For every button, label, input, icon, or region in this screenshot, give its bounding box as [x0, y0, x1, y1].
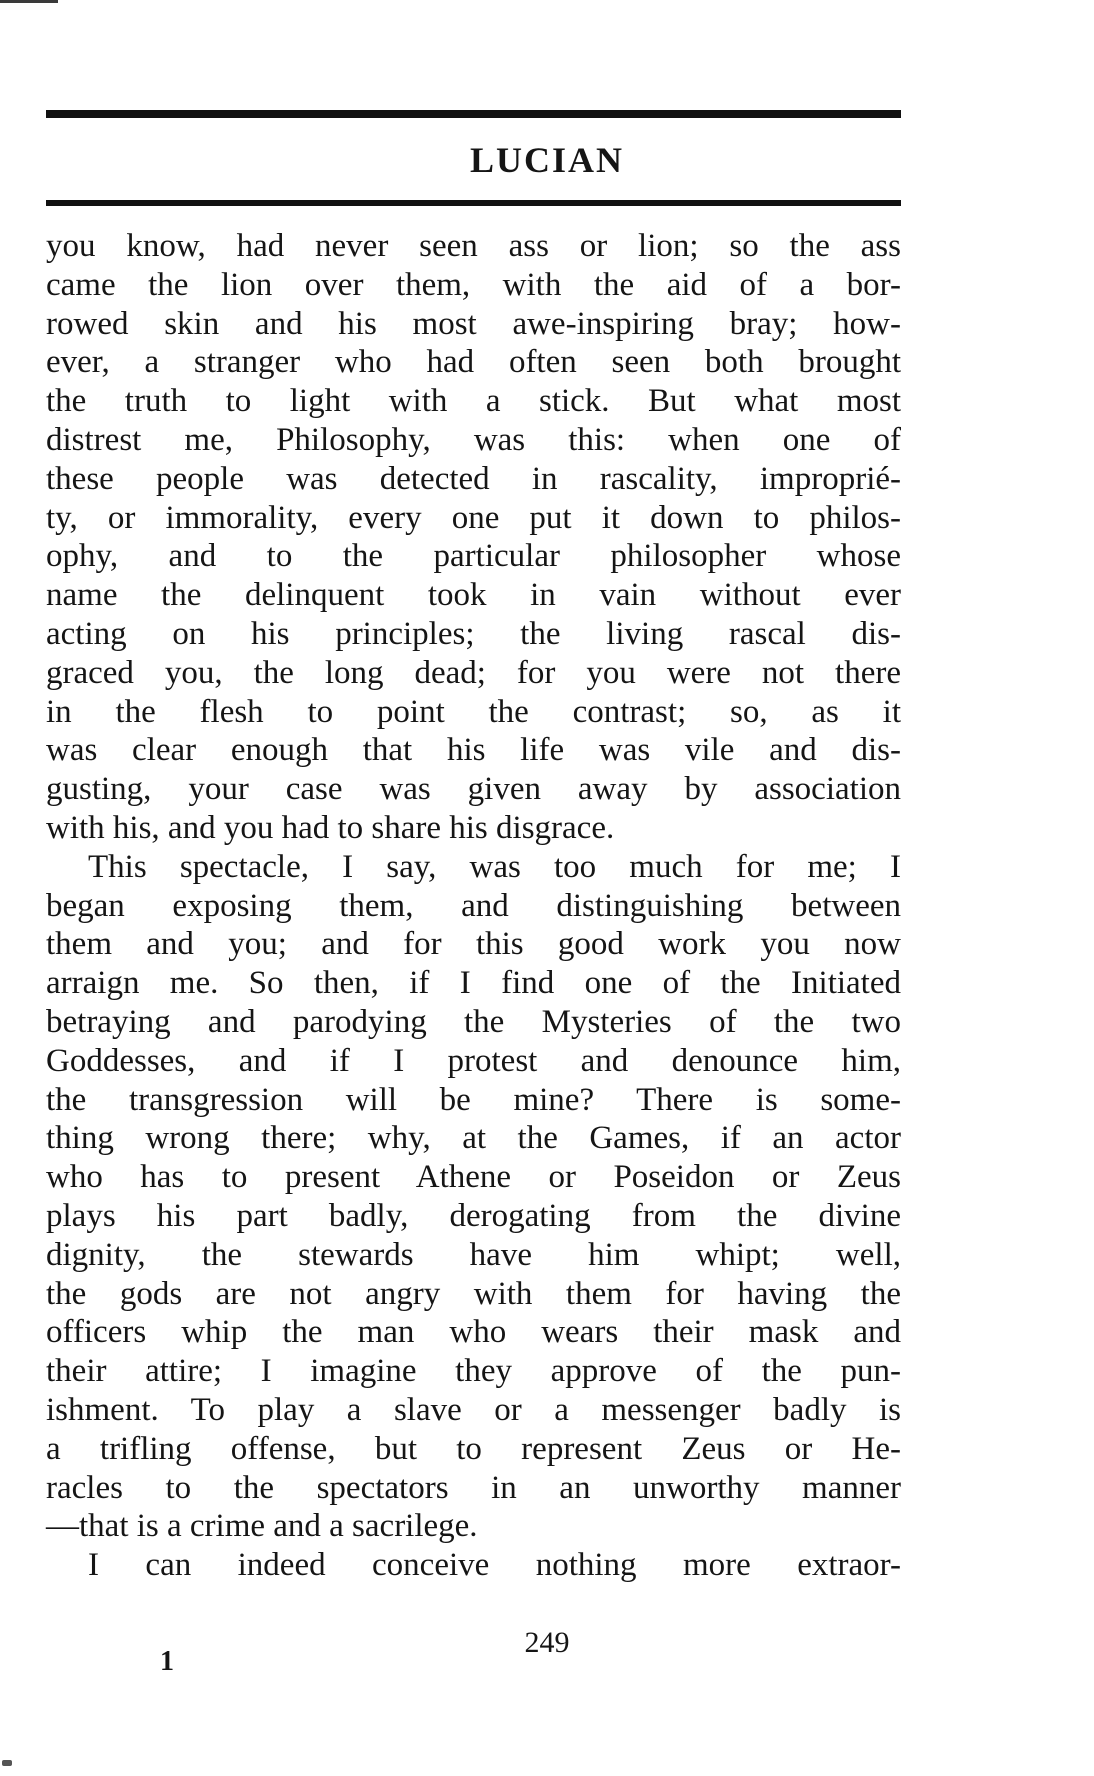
text-line: Goddesses, and if I protest and denounce him,: [46, 1042, 901, 1079]
text-line: racles to the spectators in an unworthy manner: [46, 1469, 901, 1506]
running-header: LUCIAN: [469, 140, 624, 180]
paragraph-first-line: This spectacle, I say, was too much for me; I: [88, 848, 901, 885]
text-line: them and you; and for this good work you now: [46, 926, 901, 963]
corner-scan-mark: [0, 0, 58, 3]
paragraph-end-line: with his, and you had to share his disgrace.: [46, 809, 615, 846]
text-line: distrest me, Philosophy, was this: when one of: [46, 421, 901, 458]
paragraph-end-line: —that is a crime and a sacrilege.: [46, 1508, 478, 1545]
text-line: these people was detected in rascality, improprié-: [46, 460, 901, 497]
text-line: rowed skin and his most awe-inspiring bray; how-: [46, 305, 901, 342]
text-line: who has to present Athene or Poseidon or Zeus: [46, 1159, 901, 1196]
text-line: the truth to light with a stick. But what most: [46, 383, 901, 420]
text-line: came the lion over them, with the aid of a bor-: [46, 266, 901, 303]
text-line: a trifling offense, but to represent Zeus or He-: [46, 1430, 901, 1467]
paragraph-first-line: I can indeed conceive nothing more extraor-: [88, 1547, 901, 1584]
scan-speck: [2, 1760, 12, 1766]
text-line: arraign me. So then, if I find one of the Initiated: [46, 965, 901, 1002]
text-line: officers whip the man who wears their mask and: [46, 1314, 901, 1351]
text-line: the transgression will be mine? There is some-: [46, 1081, 901, 1118]
text-line: thing wrong there; why, at the Games, if an actor: [46, 1120, 901, 1157]
text-line: ishment. To play a slave or a messenger badly is: [46, 1391, 901, 1428]
page-number: 249: [524, 1626, 570, 1659]
text-line: in the flesh to point the contrast; so, as it: [46, 693, 901, 730]
text-line: name the delinquent took in vain without ever: [46, 577, 901, 614]
text-line: the gods are not angry with them for having the: [46, 1275, 901, 1312]
text-line: ophy, and to the particular philosopher whose: [46, 538, 901, 575]
body-text: [46, 227, 901, 1585]
text-line: you know, had never seen ass or lion; so the ass: [46, 228, 901, 264]
text-line: began exposing them, and distinguishing between: [46, 887, 901, 924]
text-line: their attire; I imagine they approve of the pun-: [46, 1353, 901, 1390]
text-line: betraying and parodying the Mysteries of the two: [46, 1003, 901, 1040]
text-line: acting on his principles; the living rascal dis-: [46, 615, 901, 652]
text-line: ty, or immorality, every one put it down to philos-: [46, 499, 901, 536]
header-rule-bottom: [46, 200, 901, 206]
text-line: plays his part badly, derogating from the divine: [46, 1197, 901, 1234]
text-line: gusting, your case was given away by association: [46, 771, 901, 808]
header-rule-top: [46, 110, 901, 118]
text-line: dignity, the stewards have him whipt; well,: [46, 1236, 901, 1273]
text-line: was clear enough that his life was vile and dis-: [46, 732, 901, 769]
signature-mark: 1: [160, 1646, 174, 1677]
text-line: graced you, the long dead; for you were not there: [46, 654, 901, 691]
text-line: ever, a stranger who had often seen both brought: [46, 344, 901, 381]
